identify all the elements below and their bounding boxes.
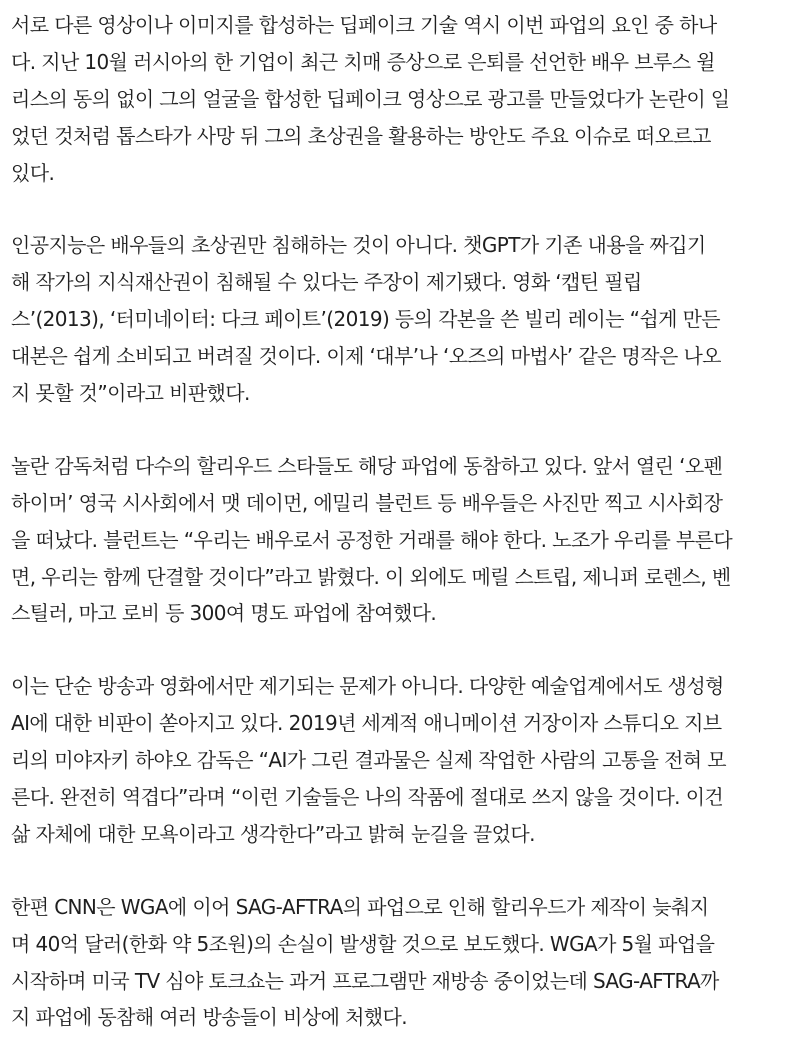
text-line: 대본은 쉽게 소비되고 버려질 것이다. 이제 ‘대부’나 ‘오즈의 마법사’ 같은 명작은 나오 [11, 344, 721, 369]
text-line: 다. 지난 10월 러시아의 한 기업이 최근 치매 증상으로 은퇴를 선언한 배우 브루스 윌 [11, 49, 715, 74]
text-line: 서로 다른 영상이나 이미지를 합성하는 딥페이크 기술 역시 이번 파업의 요인 중 하나 [11, 13, 717, 37]
text-line: 인공지능은 배우들의 초상권만 침해하는 것이 아니다. 챗GPT가 기존 내용을 짜깁기 [11, 233, 706, 258]
text-line: 리의 미야자키 하야오 감독은 “AI가 그린 결과물은 실제 작업한 사람의 고통을 전혀 모 [11, 748, 726, 773]
text-line: 하이머’ 영국 시사회에서 맷 데이먼, 에밀리 블런트 등 배우들은 사진만 찍고 시사회장 [11, 490, 723, 515]
paragraph-deepfake [11, 7, 800, 191]
text-line: 있다. [11, 160, 55, 185]
text-line: 른다. 완전히 역겹다”라며 “이런 기술들은 나의 작품에 절대로 쓰지 않을 것이다. 이건 [11, 785, 724, 810]
text-line: 리스의 동의 없이 그의 얼굴을 합성한 딥페이크 영상으로 광고를 만들었다가 논란이 일 [11, 86, 730, 111]
paragraph-cnn-losses [11, 889, 800, 1037]
text-line: 스틸러, 마고 로비 등 300여 명도 파업에 참여했다. [11, 601, 437, 626]
text-line: AI에 대한 비판이 쏟아지고 있다. 2019년 세계적 애니메이션 거장이자 스튜디오 지브 [11, 711, 722, 736]
text-line: 지 못할 것”이라고 비판했다. [11, 381, 250, 406]
paragraph-art-industry [11, 668, 800, 852]
text-line: 놀란 감독처럼 다수의 할리우드 스타들도 해당 파업에 동참하고 있다. 앞서 열린 ‘오펜 [11, 453, 723, 478]
paragraph-ai-writers [11, 227, 800, 411]
text-line: 시작하며 미국 TV 심야 토크쇼는 과거 프로그램만 재방송 중이었는데 SAG-AFTRA까 [11, 968, 719, 993]
text-line: 이는 단순 방송과 영화에서만 제기되는 문제가 아니다. 다양한 예술업계에서도 생성형 [11, 674, 724, 699]
text-line: 스’(2013), ‘터미네이터: 다크 페이트’(2019) 등의 각본을 쓴 빌리 레이는 “쉽게 만든 [11, 307, 721, 332]
text-line: 을 떠났다. 블런트는 “우리는 배우로서 공정한 거래를 해야 한다. 노조가 우리를 부른다 [11, 527, 733, 552]
paragraph-hollywood-stars [11, 448, 800, 632]
text-line: 면, 우리는 함께 단결할 것이다”라고 밝혔다. 이 외에도 메릴 스트립, 제니퍼 로렌스, 벤 [11, 564, 731, 589]
text-line: 한편 CNN은 WGA에 이어 SAG-AFTRA의 파업으로 인해 할리우드가 제작이 늦춰지 [11, 894, 709, 919]
text-line: 해 작가의 지식재산권이 침해될 수 있다는 주장이 제기됐다. 영화 ‘캡틴 필립 [11, 270, 642, 295]
text-line: 었던 것처럼 톱스타가 사망 뒤 그의 초상권을 활용하는 방안도 주요 이슈로 떠오르고 [11, 123, 711, 148]
text-line: 지 파업에 동참해 여러 방송들이 비상에 처했다. [11, 1005, 407, 1030]
text-line: 며 40억 달러(한화 약 5조원)의 손실이 발생할 것으로 보도했다. WGA가 5월 파업을 [11, 931, 715, 956]
text-line: 삶 자체에 대한 모욕이라고 생각한다”라고 밝혀 눈길을 끌었다. [11, 821, 535, 846]
